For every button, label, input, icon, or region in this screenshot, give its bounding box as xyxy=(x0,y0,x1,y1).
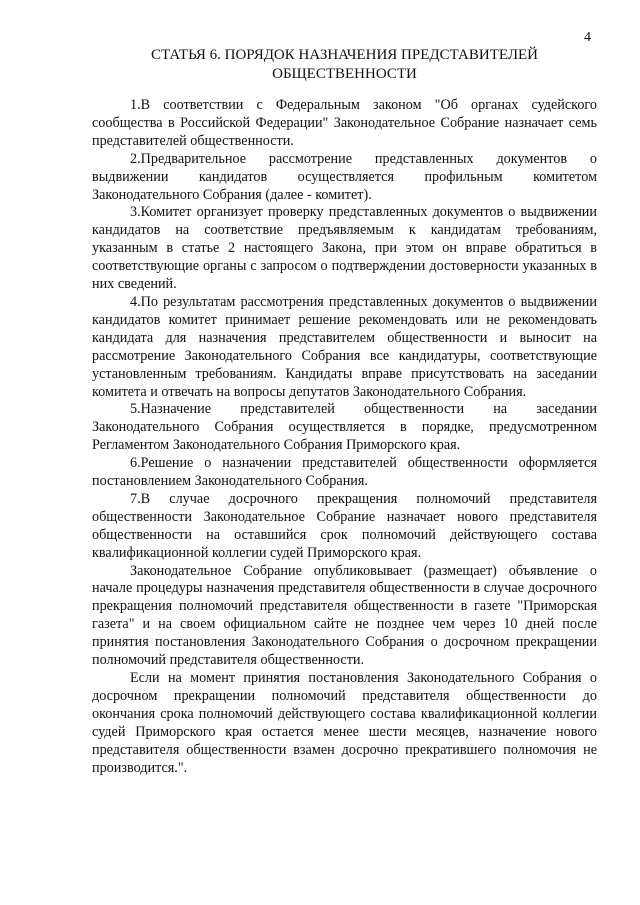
paragraph-7: 7.В случае досрочного прекращения полномочий представителя общественности Законодательное Собрание назначает нового представителя общественности на оставшийся срок полномочий действующего состава квалификационной коллегии судей Приморского края. xyxy=(92,490,597,561)
paragraph-2: 2.Предварительное рассмотрение представленных документов о выдвижении кандидатов осуществляется профильным комитетом Законодательного Собрания (далее - комитет). xyxy=(92,150,597,203)
paragraph-9: Если на момент принятия постановления Законодательного Собрания о досрочном прекращении полномочий представителя общественности до окончания срока полномочий действующего состава квалификационной коллегии судей Приморского края остается менее шести месяцев, назначение нового представителя общественности взамен досрочно прекратившего полномочия не производится.". xyxy=(92,670,597,776)
article-body xyxy=(92,97,597,777)
article-heading-line-2: ОБЩЕСТВЕННОСТИ xyxy=(272,66,417,82)
article-heading-line-1: СТАТЬЯ 6. ПОРЯДОК НАЗНАЧЕНИЯ ПРЕДСТАВИТЕЛЕЙ xyxy=(150,47,539,63)
paragraph-3: 3.Комитет организует проверку представленных документов о выдвижении кандидатов на соответствие предъявляемым к кандидатам требованиям, указанным в статье 2 настоящего Закона, при этом он вправе обратиться в соответствующие органы с запросом о подтверждении достоверности указанных в них сведений. xyxy=(92,204,597,293)
paragraph-5: 5.Назначение представителей общественности на заседании Законодательного Собрания осуществляется в порядке, предусмотренном Регламентом Законодательного Собрания Приморского края. xyxy=(92,401,597,454)
paragraph-1: 1.В соответствии с Федеральным законом "Об органах судейского сообщества в Российской Федерации" Законодательное Собрание назначает семь представителей общественности. xyxy=(92,97,597,149)
page-number: 4 xyxy=(584,30,591,45)
paragraph-4: 4.По результатам рассмотрения представленных документов о выдвижении кандидатов комитет принимает решение рекомендовать или не рекомендовать кандидата для назначения представителем общественности и выносит на рассмотрение Законодательного Собрания все кандидатуры, соответствующие установленным требованиям. Кандидаты вправе присутствовать на заседании комитета и отвечать на вопросы депутатов Законодательного Собрания. xyxy=(92,293,597,400)
paragraph-6: 6.Решение о назначении представителей общественности оформляется постановлением Законодательного Собрания. xyxy=(92,455,597,490)
paragraph-8: Законодательное Собрание опубликовывает (размещает) объявление о начале процедуры назначения представителя общественности в случае досрочного прекращения полномочий представителя общественности в газете "Приморская газета" и на своем официальном сайте не позднее чем через 10 дней после принятия постановления Законодательного Собрания о досрочном прекращении полномочий представителя общественности. xyxy=(92,562,597,669)
article-heading xyxy=(92,46,597,84)
